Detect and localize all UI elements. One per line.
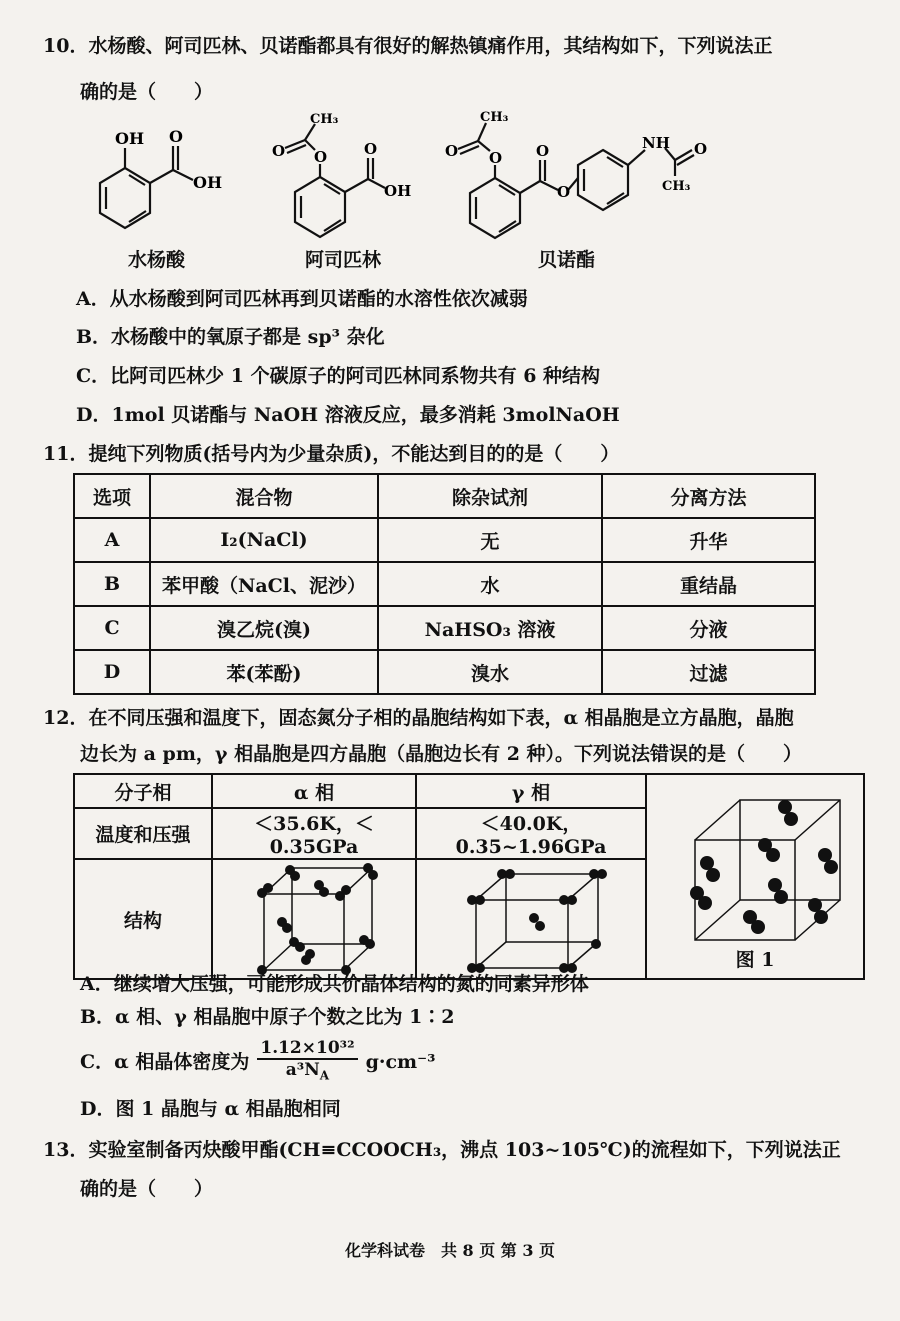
q10-option-c: C．比阿司匹林少 1 个碳原子的阿司匹林同系物共有 6 种结构 bbox=[76, 365, 601, 387]
mol-label-benorilate: 贝诺酯 bbox=[538, 249, 596, 271]
row-label-conditions: 温度和压强 bbox=[74, 808, 212, 859]
denominator-main: a³N bbox=[285, 1060, 320, 1080]
density-unit: g·cm⁻³ bbox=[365, 1050, 436, 1073]
gamma-conditions: ＜40.0K，0.35~1.96GPa bbox=[416, 808, 646, 859]
header-phase: 分子相 bbox=[74, 774, 212, 808]
cell-reagent: NaHSO₃ 溶液 bbox=[378, 606, 602, 650]
density-fraction bbox=[257, 1038, 357, 1085]
q11-stem: 11．提纯下列物质(括号内为少量杂质)，不能达到目的的是（ ） bbox=[43, 443, 620, 465]
header-option: 选项 bbox=[74, 474, 150, 518]
o-label: O bbox=[314, 148, 328, 166]
header-reagent: 除杂试剂 bbox=[378, 474, 602, 518]
cell-method: 重结晶 bbox=[602, 562, 815, 606]
ch3-label: CH₃ bbox=[310, 112, 339, 127]
o-label: O bbox=[489, 149, 503, 167]
benorilate-structure bbox=[440, 108, 708, 253]
q10-stem-line1: 10．水杨酸、阿司匹林、贝诺酯都具有很好的解热镇痛作用，其结构如下，下列说法正 bbox=[43, 35, 773, 57]
oh-label: OH bbox=[193, 173, 223, 192]
header-alpha: α 相 bbox=[212, 774, 416, 808]
q12-option-c bbox=[80, 1038, 436, 1085]
ch3-label: CH₃ bbox=[480, 110, 509, 125]
q12-option-c-prefix: C．α 相晶体密度为 bbox=[80, 1050, 250, 1073]
o-label: O bbox=[557, 183, 571, 201]
q12-option-b: B．α 相、γ 相晶胞中原子个数之比为 1∶2 bbox=[80, 1006, 455, 1028]
cell-mixture: 苯甲酸（NaCl、泥沙） bbox=[150, 562, 378, 606]
row-label-structure: 结构 bbox=[74, 859, 212, 979]
oh-label: OH bbox=[384, 182, 412, 200]
header-mixture: 混合物 bbox=[150, 474, 378, 518]
alpha-unit-cell bbox=[244, 860, 384, 978]
cell-method: 过滤 bbox=[602, 650, 815, 694]
aspirin-structure bbox=[270, 112, 420, 252]
nh-label: NH bbox=[642, 134, 670, 152]
denominator-sub: A bbox=[319, 1068, 330, 1083]
o-label: O bbox=[445, 142, 459, 160]
salicylic-acid-structure bbox=[85, 118, 235, 248]
q12-option-a: A．继续增大压强，可能形成共价晶体结构的氮的同素异形体 bbox=[80, 973, 589, 995]
ch3-label: CH₃ bbox=[662, 179, 691, 194]
cell-reagent: 溴水 bbox=[378, 650, 602, 694]
cell-option: C bbox=[74, 606, 150, 650]
q13-stem-line1: 13．实验室制备丙炔酸甲酯(CH≡CCOOCH₃，沸点 103~105℃)的流程如下，下列说法正 bbox=[43, 1139, 841, 1161]
cell-option: D bbox=[74, 650, 150, 694]
o-label: O bbox=[536, 142, 550, 160]
oh-label: OH bbox=[115, 129, 145, 148]
table-row bbox=[74, 650, 815, 694]
q13-stem-line2: 确的是（ ） bbox=[80, 1178, 214, 1200]
figure1-unit-cell bbox=[655, 785, 855, 945]
alpha-structure-cell bbox=[212, 859, 416, 979]
fraction-numerator: 1.12×10³² bbox=[257, 1038, 357, 1060]
q12-stem-line2: 边长为 a pm，γ 相晶胞是四方晶胞（晶胞边长有 2 种）。下列说法错误的是（ ） bbox=[80, 743, 803, 765]
gamma-structure-cell bbox=[416, 859, 646, 979]
fraction-denominator bbox=[257, 1060, 357, 1085]
cell-mixture: I₂(NaCl) bbox=[150, 518, 378, 562]
q10-stem-line2: 确的是（ ） bbox=[80, 81, 214, 103]
o-label: O bbox=[364, 140, 378, 158]
table-header-row bbox=[74, 474, 815, 518]
figure1-label: 图 1 bbox=[735, 949, 775, 971]
page-footer: 化学科试卷 共 8 页 第 3 页 bbox=[344, 1241, 556, 1260]
q12-stem-line1: 12．在不同压强和温度下，固态氮分子相的晶胞结构如下表，α 相晶胞是立方晶胞，晶胞 bbox=[43, 707, 794, 729]
figure1-cell bbox=[646, 774, 864, 979]
cell-method: 分液 bbox=[602, 606, 815, 650]
gamma-unit-cell bbox=[456, 860, 606, 978]
cell-mixture: 溴乙烷(溴) bbox=[150, 606, 378, 650]
q10-option-d: D．1mol 贝诺酯与 NaOH 溶液反应，最多消耗 3molNaOH bbox=[76, 404, 620, 426]
header-gamma: γ 相 bbox=[416, 774, 646, 808]
q12-table bbox=[73, 773, 865, 980]
q11-table bbox=[73, 473, 816, 695]
cell-reagent: 无 bbox=[378, 518, 602, 562]
alpha-conditions: ＜35.6K，＜0.35GPa bbox=[212, 808, 416, 859]
header-method: 分离方法 bbox=[602, 474, 815, 518]
cell-mixture: 苯(苯酚) bbox=[150, 650, 378, 694]
o-label: O bbox=[169, 127, 183, 146]
q10-option-b: B．水杨酸中的氧原子都是 sp³ 杂化 bbox=[76, 326, 385, 348]
mol-label-salicylic-acid: 水杨酸 bbox=[128, 249, 186, 271]
cell-reagent: 水 bbox=[378, 562, 602, 606]
table-row bbox=[74, 562, 815, 606]
cell-option: B bbox=[74, 562, 150, 606]
mol-label-aspirin: 阿司匹林 bbox=[305, 249, 382, 271]
q12-option-d: D．图 1 晶胞与 α 相晶胞相同 bbox=[80, 1098, 341, 1120]
table-row bbox=[74, 606, 815, 650]
o-label: O bbox=[272, 142, 286, 160]
q10-option-a: A．从水杨酸到阿司匹林再到贝诺酯的水溶性依次减弱 bbox=[76, 288, 528, 310]
o-label: O bbox=[694, 140, 708, 158]
cell-option: A bbox=[74, 518, 150, 562]
table-row bbox=[74, 518, 815, 562]
cell-method: 升华 bbox=[602, 518, 815, 562]
